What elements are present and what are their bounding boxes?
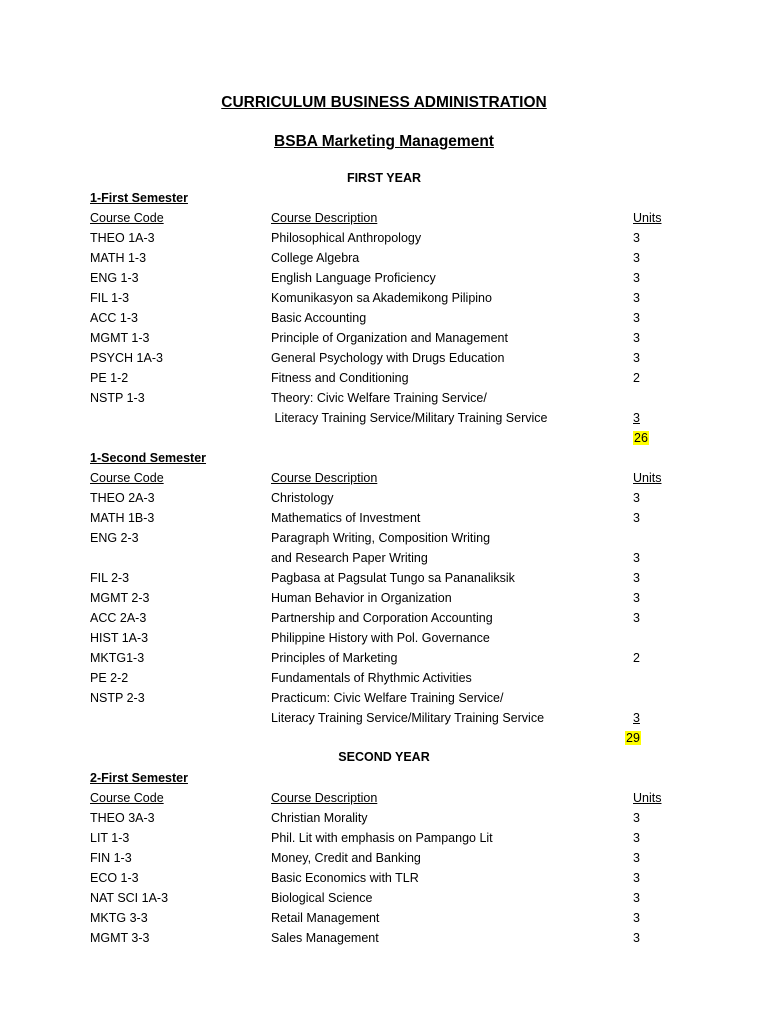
course-description: and Research Paper Writing bbox=[271, 551, 428, 565]
column-header-description: Course Description bbox=[271, 791, 378, 805]
course-code: THEO 1A-3 bbox=[90, 231, 155, 245]
course-units: 3 bbox=[633, 231, 640, 245]
column-header-units: Units bbox=[633, 471, 662, 485]
year-heading: FIRST YEAR bbox=[346, 171, 422, 185]
course-description: Phil. Lit with emphasis on Pampango Lit bbox=[271, 831, 493, 845]
course-description: Theory: Civic Welfare Training Service/ bbox=[271, 391, 487, 405]
column-header-code: Course Code bbox=[90, 791, 164, 805]
course-description: Literacy Training Service/Military Training Service bbox=[271, 411, 548, 425]
course-description: College Algebra bbox=[271, 251, 360, 265]
semester-total-value: 26 bbox=[634, 431, 648, 445]
course-code: MKTG1-3 bbox=[90, 651, 145, 665]
course-code: ENG 1-3 bbox=[90, 271, 139, 285]
column-header-code: Course Code bbox=[90, 471, 164, 485]
course-code: ENG 2-3 bbox=[90, 531, 139, 545]
document-title: CURRICULUM BUSINESS ADMINISTRATION bbox=[221, 94, 547, 111]
course-code: PE 2-2 bbox=[90, 671, 129, 685]
course-description: Money, Credit and Banking bbox=[271, 851, 421, 865]
course-units: 3 bbox=[633, 811, 640, 825]
course-code: THEO 3A-3 bbox=[90, 811, 155, 825]
course-description: Fitness and Conditioning bbox=[271, 371, 409, 385]
course-code: NAT SCI 1A-3 bbox=[90, 891, 169, 905]
course-code: NSTP 2-3 bbox=[90, 691, 145, 705]
course-units: 3 bbox=[633, 411, 640, 425]
course-units: 3 bbox=[633, 491, 640, 505]
semester-total-value: 29 bbox=[626, 731, 640, 745]
course-code: PE 1-2 bbox=[90, 371, 129, 385]
course-description: Komunikasyon sa Akademikong Pilipino bbox=[271, 291, 492, 305]
course-units: 3 bbox=[633, 911, 640, 925]
course-description: Pagbasa at Pagsulat Tungo sa Pananaliksik bbox=[271, 571, 515, 585]
course-description: Mathematics of Investment bbox=[271, 511, 421, 525]
course-units: 3 bbox=[633, 331, 640, 345]
semester-total bbox=[633, 428, 649, 448]
course-units: 3 bbox=[633, 891, 640, 905]
course-description: Fundamentals of Rhythmic Activities bbox=[271, 671, 472, 685]
course-code: MATH 1B-3 bbox=[90, 511, 155, 525]
course-code: LIT 1-3 bbox=[90, 831, 130, 845]
course-description: Principle of Organization and Management bbox=[271, 331, 508, 345]
course-units: 3 bbox=[633, 251, 640, 265]
column-header-units: Units bbox=[633, 211, 662, 225]
column-header-code: Course Code bbox=[90, 211, 164, 225]
course-description: Principles of Marketing bbox=[271, 651, 398, 665]
column-header-description: Course Description bbox=[271, 211, 378, 225]
course-description: Philippine History with Pol. Governance bbox=[271, 631, 490, 645]
course-units: 3 bbox=[633, 311, 640, 325]
course-code: THEO 2A-3 bbox=[90, 491, 155, 505]
course-units: 3 bbox=[633, 511, 640, 525]
course-units: 2 bbox=[633, 651, 640, 665]
course-description: Sales Management bbox=[271, 931, 379, 945]
course-description: Christian Morality bbox=[271, 811, 368, 825]
course-description: Partnership and Corporation Accounting bbox=[271, 611, 493, 625]
column-header-description: Course Description bbox=[271, 471, 378, 485]
course-code: HIST 1A-3 bbox=[90, 631, 149, 645]
course-code: MATH 1-3 bbox=[90, 251, 147, 265]
year-heading: SECOND YEAR bbox=[338, 750, 430, 764]
course-units: 3 bbox=[633, 571, 640, 585]
course-code: MGMT 1-3 bbox=[90, 331, 150, 345]
course-description: Philosophical Anthropology bbox=[271, 231, 422, 245]
course-units: 3 bbox=[633, 931, 640, 945]
course-code: FIL 2-3 bbox=[90, 571, 130, 585]
course-units: 3 bbox=[633, 271, 640, 285]
course-units: 3 bbox=[633, 351, 640, 365]
semester-heading: 2-First Semester bbox=[90, 771, 188, 785]
course-units: 3 bbox=[633, 711, 640, 725]
course-code: MKTG 3-3 bbox=[90, 911, 148, 925]
course-description: Biological Science bbox=[271, 891, 373, 905]
course-description: Retail Management bbox=[271, 911, 380, 925]
course-code: FIL 1-3 bbox=[90, 291, 130, 305]
course-description: English Language Proficiency bbox=[271, 271, 436, 285]
course-units: 3 bbox=[633, 591, 640, 605]
course-code: ACC 2A-3 bbox=[90, 611, 147, 625]
course-description: Literacy Training Service/Military Training Service bbox=[271, 711, 545, 725]
course-description: Paragraph Writing, Composition Writing bbox=[271, 531, 491, 545]
course-code: ACC 1-3 bbox=[90, 311, 138, 325]
course-description: Basic Accounting bbox=[271, 311, 367, 325]
course-units: 3 bbox=[633, 291, 640, 305]
course-units: 3 bbox=[633, 611, 640, 625]
program-title: BSBA Marketing Management bbox=[274, 133, 494, 150]
course-units: 2 bbox=[633, 371, 640, 385]
course-units: 3 bbox=[633, 851, 640, 865]
course-code: ECO 1-3 bbox=[90, 871, 139, 885]
course-units: 3 bbox=[633, 871, 640, 885]
column-header-units: Units bbox=[633, 791, 662, 805]
course-description: Human Behavior in Organization bbox=[271, 591, 452, 605]
semester-heading: 1-First Semester bbox=[90, 191, 188, 205]
semester-total bbox=[625, 728, 641, 748]
semester-heading: 1-Second Semester bbox=[90, 451, 207, 465]
course-code: MGMT 3-3 bbox=[90, 931, 150, 945]
course-code: PSYCH 1A-3 bbox=[90, 351, 163, 365]
course-description: Christology bbox=[271, 491, 334, 505]
course-code: FIN 1-3 bbox=[90, 851, 132, 865]
course-code: NSTP 1-3 bbox=[90, 391, 145, 405]
course-description: Practicum: Civic Welfare Training Service/ bbox=[271, 691, 504, 705]
course-description: General Psychology with Drugs Education bbox=[271, 351, 505, 365]
course-code: MGMT 2-3 bbox=[90, 591, 150, 605]
course-units: 3 bbox=[633, 831, 640, 845]
course-units: 3 bbox=[633, 551, 640, 565]
course-description: Basic Economics with TLR bbox=[271, 871, 419, 885]
